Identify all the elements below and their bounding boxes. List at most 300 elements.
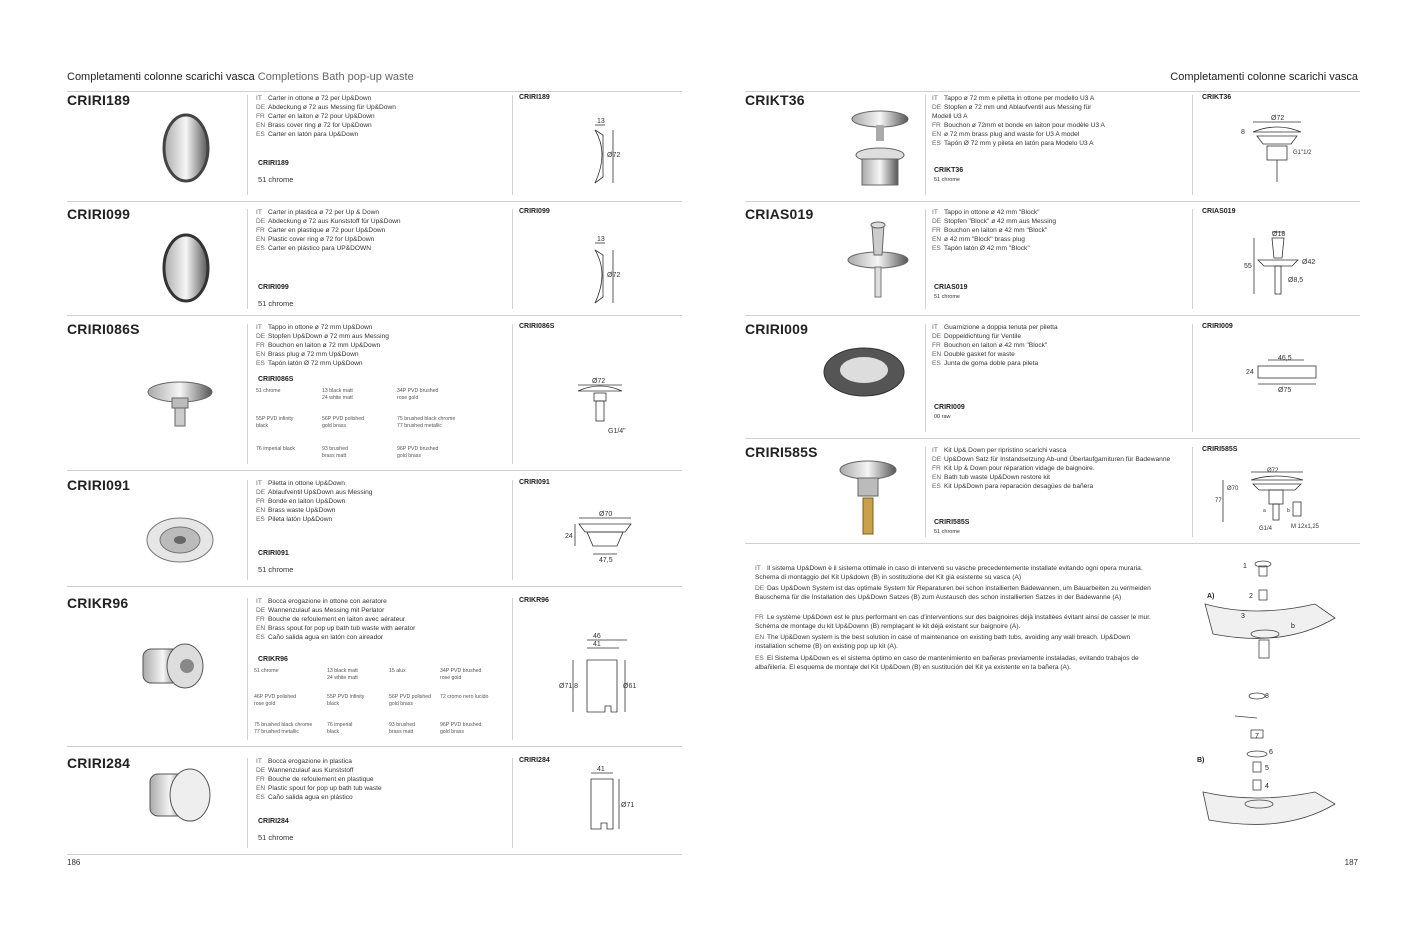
info-paragraph [755, 585, 1160, 602]
description-text: Wannenzulauf aus Messing mit Perlator [268, 607, 385, 614]
language-code: ES [256, 516, 265, 523]
finish-option: 56P PVD polished gold brass [322, 416, 365, 429]
language-code: FR [932, 227, 941, 234]
language-code: FR [932, 465, 941, 472]
finish-option: 51 chrome [256, 388, 281, 394]
finish-option: 55P PVD infinity black [327, 694, 365, 707]
description-text: Abdeckung ø 72 aus Messing für Up&Down [268, 104, 396, 111]
language-code: DE [256, 767, 266, 774]
product-description [256, 323, 506, 368]
description-line [256, 235, 506, 244]
drawing-code: CRIRI009 [1202, 323, 1233, 330]
dim-61: Ø61 [623, 683, 637, 690]
finish-option: 34P PVD brushed rose gold [397, 388, 439, 401]
description-line [256, 488, 506, 497]
description-text: Carter en plastique ø 72 pour Up&Down [268, 227, 386, 234]
description-line [256, 350, 506, 359]
drawing-code: CRIRI099 [519, 208, 550, 215]
dim-70: Ø70 [599, 511, 613, 518]
finish-option: 93 brushed brass matt [322, 446, 348, 459]
language-code: ES [932, 483, 941, 490]
dim-13: 13 [597, 236, 605, 243]
drawing-criri099 [575, 235, 635, 310]
description-text: Stopfen "Block" ø 42 mm aus Messing [944, 218, 1057, 225]
product-description [932, 446, 1187, 491]
page-number-right: 187 [1344, 858, 1358, 867]
finish-code: CRIRI086S [258, 376, 294, 383]
description-line [256, 226, 506, 235]
product-image-criri091 [140, 510, 220, 570]
description-text: Plastic spout for pop up bath tub waste [268, 785, 382, 792]
description-line [256, 784, 506, 793]
drawing-criri284 [583, 765, 653, 835]
language-code: FR [256, 616, 265, 623]
info-paragraph [755, 614, 1160, 631]
language-code: DE [256, 489, 266, 496]
product-code: CRIKT36 [745, 92, 805, 108]
description-text: Tapón Ø 72 mm y pileta en latón para Modelo U3 A [944, 140, 1094, 147]
row-divider [67, 854, 682, 855]
column-divider [247, 324, 248, 464]
dim-71-8: Ø71,8 [559, 683, 579, 690]
row-divider [745, 315, 1360, 316]
finish-option: 51 chrome [934, 177, 960, 183]
language-code: ES [932, 245, 941, 252]
language-code: ES [256, 245, 265, 252]
description-line [256, 479, 506, 488]
product-description [256, 94, 506, 139]
description-line [932, 235, 1187, 244]
language-code: ES [256, 634, 265, 641]
drawing-crikr96 [557, 632, 647, 722]
description-line [256, 633, 506, 642]
info-text: The Up&Down system is the best solution in case of maintenance on existing bath tubs, avoiding any wall breach. Up&Down installation scheme (B) on existing pop up kit (A). [755, 634, 1131, 650]
description-text: Bouchon en laiton ø 72 mm Up&Down [268, 342, 381, 349]
product-image-criri099 [150, 228, 220, 308]
finish-option: 34P PVD brushed rose gold [440, 668, 482, 681]
finish-option: 75 brushed black chrome 77 brushed metallic [254, 722, 313, 735]
description-line [932, 244, 1187, 253]
right-page-header: Completamenti colonne scarichi vasca [1170, 71, 1358, 83]
description-line [932, 323, 1187, 332]
description-text: Up&Down Satz für Instandsetzung Ab-und Überlaufgarnituren für Badewanne [944, 456, 1171, 463]
column-divider [925, 95, 926, 195]
description-line [256, 341, 506, 350]
finish-option: 51 chrome [258, 299, 294, 308]
drawing-code: CRIKT36 [1202, 94, 1232, 101]
product-image-crikr96 [135, 635, 215, 695]
info-text: Il sistema Up&Down è il sistema ottimale in caso di interventi su vasche precedentemente installate evitando ogni opera muraria. Schema di montaggio del Kit Up&down (B) in sostituzione del Kit già esistente su vasca (A) [755, 565, 1143, 581]
scheme-n3: 3 [1241, 613, 1245, 620]
finish-option: 51 chrome [258, 175, 294, 184]
description-text: Abdeckung ø 72 aus Kunststoff für Up&Down [268, 218, 401, 225]
language-code: EN [932, 131, 942, 138]
finish-option: 93 brushed brass matt [389, 722, 415, 735]
language-code: EN [932, 351, 942, 358]
finish-code: CRIRI189 [258, 160, 289, 167]
description-text: Carter en latón para Up&Down [268, 131, 359, 138]
product-description [932, 323, 1187, 368]
description-text: Brass plug ø 72 mm Up&Down [268, 351, 359, 358]
description-text: Carter en laiton ø 72 pour Up&Down [268, 113, 375, 120]
row-divider [67, 315, 682, 316]
language-code: DE [932, 333, 942, 340]
finish-code: CRIRI091 [258, 550, 289, 557]
description-text: Caño salida agua en plástico [268, 794, 353, 801]
row-divider [745, 438, 1360, 439]
dim-8-5: Ø8,5 [1288, 277, 1304, 284]
scheme-n7: 7 [1255, 733, 1259, 740]
drawing-code: CRIRI086S [519, 323, 555, 330]
finish-code: CRIKT36 [934, 167, 964, 174]
language-code: ES [932, 360, 941, 367]
finish-option: 51 chrome [258, 565, 294, 574]
scheme-n5: 5 [1265, 765, 1269, 772]
finish-code: CRIAS019 [934, 284, 968, 291]
column-divider [1192, 209, 1193, 309]
description-text: ø 72 mm brass plug and waste for U3 A model [944, 131, 1080, 138]
description-line [256, 506, 506, 515]
description-text: Kit Up&Down para reparación desagües de bañera [944, 483, 1094, 490]
dim-42: Ø42 [1302, 259, 1316, 266]
finish-option: 96P PVD brushed gold brass [397, 446, 439, 459]
product-image-criri009 [818, 342, 910, 402]
drawing-code: CRIAS019 [1202, 208, 1236, 215]
description-line [932, 103, 1187, 121]
description-text: Junta de goma doble para pileta [944, 360, 1039, 367]
column-divider [925, 209, 926, 309]
description-line [256, 597, 506, 606]
language-code: ES [256, 360, 265, 367]
language-code: ES [932, 140, 941, 147]
description-line [932, 121, 1187, 130]
product-code: CRIRI284 [67, 755, 131, 771]
scheme-n4: 4 [1265, 783, 1269, 790]
info-paragraph [755, 634, 1160, 651]
scheme-label-b: B) [1197, 757, 1205, 764]
description-line [256, 323, 506, 332]
header-divider-left [67, 91, 682, 92]
description-text: Tapón latón Ø 42 mm "Block" [944, 245, 1030, 252]
language-code: EN [755, 634, 765, 641]
finish-code: CRIRI009 [934, 404, 965, 411]
description-text: Tappo in ottone ø 72 mm Up&Down [268, 324, 373, 331]
column-divider [512, 95, 513, 195]
dim-77: 77 [1215, 498, 1222, 504]
language-code: EN [932, 474, 942, 481]
product-code: CRIRI091 [67, 477, 131, 493]
drawing-code: CRIKR96 [519, 597, 549, 604]
drawing-code: CRIRI189 [519, 94, 550, 101]
finish-option: 72 cromo nero lucido [440, 694, 489, 700]
finish-option: 51 chrome [934, 294, 960, 300]
description-text: Stopfen ø 72 mm und Ablaufventil aus Messing für Modell U3 A [932, 104, 1092, 120]
dim-70: Ø70 [1227, 486, 1239, 492]
info-paragraph [755, 655, 1160, 672]
description-text: Bouche de refoulement en laiton avec aérateur [268, 616, 406, 623]
description-line [932, 94, 1187, 103]
language-code: IT [932, 209, 938, 216]
drawing-criri189 [575, 115, 635, 190]
language-code: IT [256, 324, 262, 331]
drawing-code: CRIRI284 [519, 757, 550, 764]
product-image-criri086s [140, 372, 220, 432]
product-description [256, 208, 506, 253]
column-divider [1192, 95, 1193, 195]
language-code: IT [256, 598, 262, 605]
language-code: DE [932, 456, 942, 463]
description-line [256, 775, 506, 784]
description-text: Tapón latón Ø 72 mm Up&Down [268, 360, 363, 367]
language-code: DE [256, 104, 266, 111]
finish-option: 56P PVD polished gold brass [389, 694, 432, 707]
description-line [932, 455, 1187, 464]
description-line [932, 139, 1187, 148]
dim-72: Ø72 [607, 152, 621, 159]
description-text: Tappo in ottone ø 42 mm "Block" [944, 209, 1040, 216]
description-text: Piletta in ottone Up&Down [268, 480, 345, 487]
dim-41: 41 [593, 641, 601, 648]
description-line [256, 244, 506, 253]
description-text: Ablaufventil Up&Down aus Messing [268, 489, 373, 496]
dim-75: Ø75 [1278, 387, 1292, 394]
info-text: El Sistema Up&Down es el sistema óptimo en caso de mantenimiento en bañeras previamente instaladas, evitando trabajos de albañilería. El esquema de montaje del Kit Up&Down (B) en sustitución del Kit ya existente en la bañera (A). [755, 655, 1139, 671]
language-code: EN [256, 785, 266, 792]
description-line [256, 121, 506, 130]
description-text: Bouche de refoulement en plastique [268, 776, 374, 783]
product-image-criri284 [140, 760, 220, 830]
scheme-n1: 1 [1243, 563, 1247, 570]
finish-option: 55P PVD infinity black [256, 416, 294, 429]
product-code: CRIKR96 [67, 595, 129, 611]
product-code: CRIRI099 [67, 206, 131, 222]
language-code: IT [256, 758, 262, 765]
product-code: CRIRI086S [67, 321, 140, 337]
dim-71: Ø71 [621, 802, 635, 809]
language-code: IT [256, 209, 262, 216]
description-line [932, 446, 1187, 455]
info-text: Das Up&Down System ist das optimale System für Reparaturen bei schon installierten Badewannen, um Bauarbeiten zu vermeiden Bauschema für die Installation des Up&Down Satzes (B) zum Austausch des schon installierten Satzes in der Badewanne (A) [755, 585, 1151, 601]
column-divider [512, 480, 513, 580]
row-divider [745, 201, 1360, 202]
product-description [932, 94, 1187, 148]
left-header-it: Completamenti colonne scarichi vasca [67, 71, 255, 83]
language-code: EN [932, 236, 942, 243]
drawing-criri086s [570, 375, 640, 440]
drawing-code: CRIRI585S [1202, 446, 1238, 453]
language-code: IT [932, 447, 938, 454]
description-line [256, 359, 506, 368]
dim-72: Ø72 [1271, 115, 1285, 122]
row-divider [67, 746, 682, 747]
description-text: Caño salida agua en latón con aireador [268, 634, 384, 641]
dim-13: 13 [597, 118, 605, 125]
drawing-criri585s [1215, 466, 1345, 534]
dim-55: 55 [1244, 263, 1252, 270]
product-image-criri189 [150, 108, 220, 188]
language-code: FR [932, 342, 941, 349]
description-text: Bouchon en laiton ø 42 mm "Block" [944, 342, 1048, 349]
left-header-en: Completions Bath pop-up waste [257, 71, 414, 83]
description-line [256, 103, 506, 112]
language-code: DE [932, 104, 942, 111]
column-divider [512, 324, 513, 464]
finish-code: CRIRI284 [258, 818, 289, 825]
language-code: IT [932, 95, 938, 102]
row-divider [67, 470, 682, 471]
description-line [932, 226, 1187, 235]
dim-g14: G1/4" [608, 428, 626, 435]
drawing-crikt36 [1235, 112, 1320, 187]
finish-option: 51 chrome [254, 668, 279, 674]
description-line [256, 615, 506, 624]
description-line [256, 793, 506, 802]
finish-option: 15 alux [389, 668, 406, 674]
description-line [932, 350, 1187, 359]
description-text: ø 42 mm "Block" brass plug [944, 236, 1025, 243]
product-code: CRIRI189 [67, 92, 131, 108]
row-divider [67, 586, 682, 587]
language-code: DE [256, 333, 266, 340]
description-text: Bouchon ø 72mm et bonde en laiton pour modèle U3 A [944, 122, 1105, 129]
description-line [256, 130, 506, 139]
finish-code: CRIRI585S [934, 519, 970, 526]
page-number-left: 186 [67, 858, 81, 867]
description-text: Plastic cover ring ø 72 for Up&Down [268, 236, 375, 243]
left-page-header [67, 71, 414, 83]
description-line [256, 515, 506, 524]
column-divider [1192, 324, 1193, 432]
description-line [932, 473, 1187, 482]
language-code: DE [755, 585, 765, 592]
scheme-n2: 2 [1249, 593, 1253, 600]
language-code: EN [256, 625, 266, 632]
finish-option: 00 raw [934, 414, 951, 420]
column-divider [247, 758, 248, 848]
info-paragraph [755, 565, 1160, 582]
description-line [256, 332, 506, 341]
description-line [256, 606, 506, 615]
description-line [932, 464, 1187, 473]
description-line [256, 94, 506, 103]
finish-option: 13 black matt 24 white matt [322, 388, 353, 401]
dim-72: Ø72 [592, 378, 606, 385]
description-line [256, 208, 506, 217]
description-line [256, 766, 506, 775]
description-text: Bocca erogazione in plastica [268, 758, 352, 765]
finish-option: 46P PVD polished rose gold [254, 694, 297, 707]
dim-72: Ø72 [1267, 468, 1279, 474]
description-text: Carter in ottone ø 72 per Up&Down [268, 95, 372, 102]
description-line [932, 217, 1187, 226]
scheme-n6: 6 [1269, 749, 1273, 756]
language-code: FR [256, 227, 265, 234]
dim-8: 8 [1241, 129, 1245, 136]
language-code: IT [256, 480, 262, 487]
installation-scheme [1195, 558, 1355, 833]
column-divider [247, 95, 248, 195]
language-code: FR [256, 113, 265, 120]
description-text: Tappo ø 72 mm e piletta in ottone per modello U3 A [944, 95, 1095, 102]
finish-option: 51 chrome [258, 833, 294, 842]
product-image-crias019 [838, 215, 918, 305]
description-line [932, 359, 1187, 368]
description-text: Double gasket for waste [944, 351, 1015, 358]
scheme-nb: b [1291, 623, 1295, 630]
product-image-criri585s [828, 458, 908, 538]
dim-24: 24 [1246, 369, 1254, 376]
language-code: FR [755, 614, 764, 621]
finish-option: 76 imperial black [256, 446, 295, 452]
column-divider [1192, 447, 1193, 537]
description-line [932, 482, 1187, 491]
finish-code: CRIRI099 [258, 284, 289, 291]
drawing-code: CRIRI091 [519, 479, 550, 486]
description-text: Bath tub waste Up&Down restore kit [944, 474, 1050, 481]
dim-b: b [1287, 508, 1290, 514]
description-line [256, 497, 506, 506]
drawing-criri009 [1246, 352, 1331, 397]
finish-option: 13 black matt 24 white matt [327, 668, 358, 681]
language-code: EN [256, 351, 266, 358]
description-text: Brass cover ring ø 72 for Up&Down [268, 122, 372, 129]
dim-m12: M 12x1,25 [1291, 524, 1320, 530]
product-description [256, 757, 506, 802]
product-description [932, 208, 1187, 253]
row-divider [67, 201, 682, 202]
description-text: Bouchon en laiton ø 42 mm "Block" [944, 227, 1048, 234]
language-code: DE [256, 218, 266, 225]
language-code: EN [256, 122, 266, 129]
dim-41: 41 [597, 766, 605, 773]
language-code: EN [256, 507, 266, 514]
description-line [932, 130, 1187, 139]
language-code: FR [932, 122, 941, 129]
column-divider [247, 480, 248, 580]
description-line [256, 217, 506, 226]
column-divider [247, 209, 248, 309]
language-code: IT [932, 324, 938, 331]
column-divider [512, 209, 513, 309]
column-divider [925, 324, 926, 432]
description-text: Kit Up & Down pour réparation vidage de baignoire. [944, 465, 1095, 472]
description-text: Brass spout for pop up bath tub waste with aerator [268, 625, 416, 632]
product-description [256, 479, 506, 524]
info-text: Le système Up&Down est le plus performant en cas d'interventions sur des baignoires déjà installées évitant ainsi de casser le mur. Schéma de montage du kit Up&Downn (B) remplaçant le kit déjà existant sur baignoire (A). [755, 614, 1151, 630]
description-text: Bocca erogazione in ottone con aeratore [268, 598, 387, 605]
description-line [932, 208, 1187, 217]
description-text: Guarnizione a doppia tenuta per piletta [944, 324, 1058, 331]
language-code: EN [256, 236, 266, 243]
column-divider [247, 598, 248, 740]
description-line [256, 757, 506, 766]
finish-option: 96P PVD brushed gold brass [440, 722, 482, 735]
description-text: Carter en plástico para UP&DOWN [268, 245, 371, 252]
column-divider [512, 598, 513, 740]
description-text: Stopfen Up&Down ø 72 mm aus Messing [268, 333, 389, 340]
language-code: ES [256, 131, 265, 138]
product-code: CRIRI009 [745, 321, 809, 337]
language-code: DE [932, 218, 942, 225]
scheme-label-a: A) [1207, 593, 1215, 600]
column-divider [512, 758, 513, 848]
product-description [256, 597, 506, 642]
dim-g1-1-2: G1"1/2 [1293, 150, 1312, 156]
description-text: Pileta latón Up&Down [268, 516, 333, 523]
product-image-crikt36 [840, 105, 920, 195]
description-line [256, 112, 506, 121]
language-code: ES [256, 794, 265, 801]
